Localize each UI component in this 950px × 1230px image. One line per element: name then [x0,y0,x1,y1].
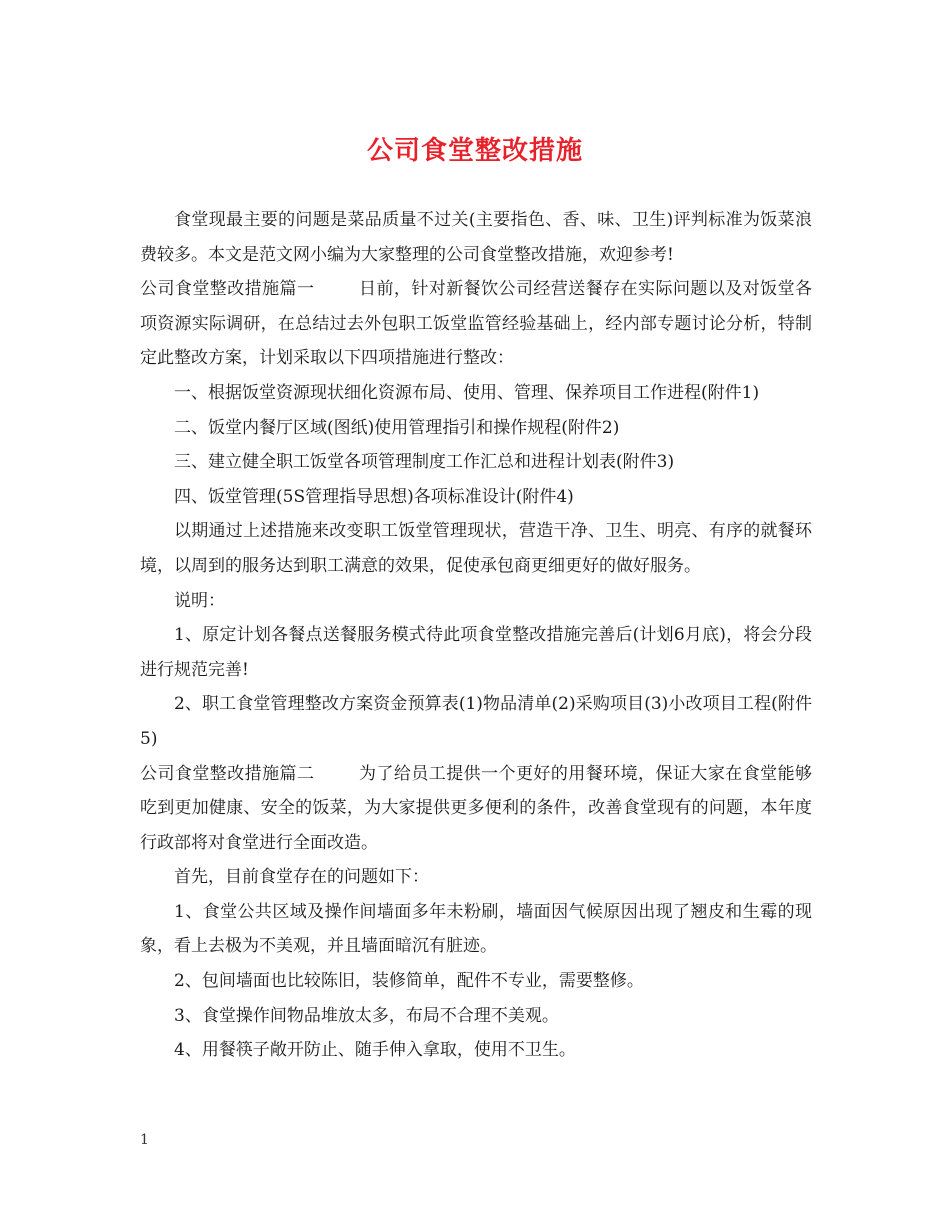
paragraph [140,1033,812,1068]
paragraph-text: 3、食堂操作间物品堆放太多，布局不合理不美观。 [174,1005,559,1026]
section-heading: 公司食堂整改措施篇二 [140,763,315,784]
paragraph-text: 说明： [174,590,225,611]
paragraph [140,376,812,411]
paragraph-text: 1、原定计划各餐点送餐服务模式待此项食堂整改措施完善后(计划6月底)，将会分段进行规范完善! [140,625,812,680]
paragraph-text: 三、建立健全职工饭堂各项管理制度工作汇总和进程计划表(附件3) [174,452,675,473]
paragraph [140,272,812,376]
paragraph [140,687,812,756]
paragraph [140,618,812,687]
paragraph-text: 4、用餐筷子敞开防止、随手伸入拿取，使用不卫生。 [174,1040,576,1061]
paragraph-text: 二、饭堂内餐厅区域(图纸)使用管理指引和操作规程(附件2) [174,417,620,438]
paragraph-text: 为了给员工提供一个更好的用餐环境，保证大家在食堂能够吃到更加健康、安全的饭菜，为大家提供更多便利的条件，改善食堂现有的问题，本年度行政部将对食堂进行全面改造。 [140,763,813,853]
paragraph [140,203,812,272]
paragraph [140,584,812,619]
paragraph [140,999,812,1034]
paragraph [140,411,812,446]
paragraph [140,514,812,583]
paragraph-text: 2、职工食堂管理整改方案资金预算表(1)物品清单(2)采购项目(3)小改项目工程(附件5) [140,694,812,749]
paragraph [140,757,812,861]
page-number: 1 [140,1132,149,1148]
paragraph-text: 一、根据饭堂资源现状细化资源布局、使用、管理、保养项目工作进程(附件1) [174,382,760,403]
paragraph [140,964,812,999]
paragraph [140,480,812,515]
page-title: 公司食堂整改措施 [366,136,583,166]
paragraph-text: 食堂现最主要的问题是菜品质量不过关(主要指色、香、味、卫生)评判标准为饭菜浪费较多。本文是范文网小编为大家整理的公司食堂整改措施，欢迎参考! [140,210,812,265]
paragraph-text: 首先，目前食堂存在的问题如下： [174,867,429,888]
paragraph [140,445,812,480]
paragraph-text: 四、饭堂管理(5S管理指导思想)各项标准设计(附件4) [174,486,574,507]
paragraph [140,860,812,895]
paragraph-text: 以期通过上述措施来改变职工饭堂管理现状，营造干净、卫生、明亮、有序的就餐环境，以周到的服务达到职工满意的效果，促使承包商更细更好的做好服务。 [140,521,812,576]
document-body [140,203,812,1068]
paragraph-text: 日前，针对新餐饮公司经营送餐存在实际问题以及对饭堂各项资源实际调研，在总结过去外包职工饭堂监管经验基础上，经内部专题讨论分析，特制定此整改方案，计划采取以下四项措施进行整改： [140,279,813,369]
section-heading: 公司食堂整改措施篇一 [140,279,315,300]
paragraph-text: 1、食堂公共区域及操作间墙面多年未粉刷，墙面因气候原因出现了翘皮和生霉的现象，看上去极为不美观，并且墙面暗沉有脏迹。 [140,901,812,957]
paragraph-text: 2、包间墙面也比较陈旧，装修简单，配件不专业，需要整修。 [174,971,644,992]
paragraph [140,895,812,964]
